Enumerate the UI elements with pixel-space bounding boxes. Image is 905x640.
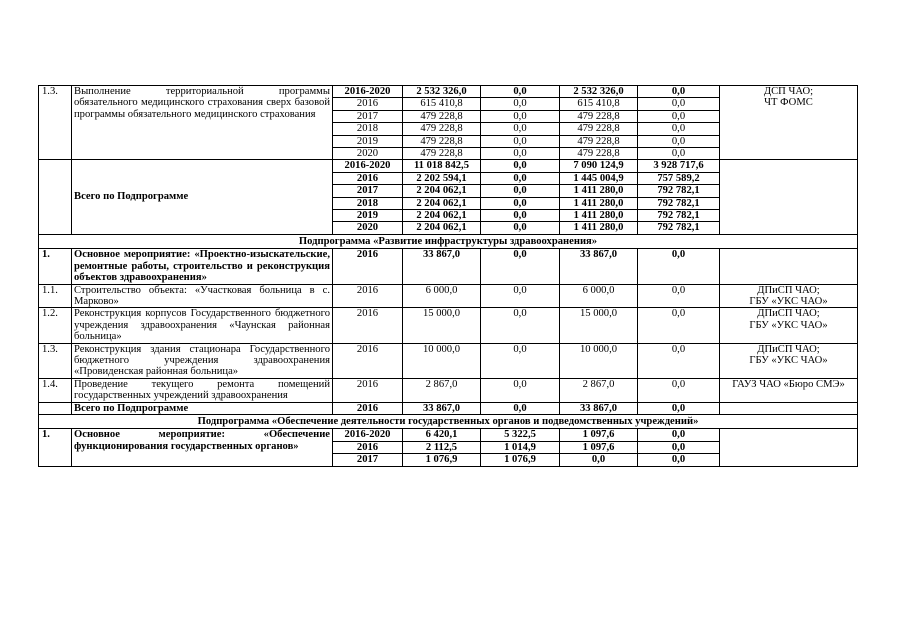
- table-row: [39, 414, 858, 428]
- year-cell: 2016: [333, 308, 403, 343]
- item-number: 1.3.: [39, 343, 72, 378]
- item-number: 1.1.: [39, 284, 72, 308]
- item-name: Проведение текущего ремонта помещений государственных учреждений здравоохранения: [72, 378, 333, 402]
- federal-cell: 0,0: [481, 222, 560, 234]
- other-cell: 792 782,1: [638, 185, 720, 197]
- year-cell: 2017: [333, 185, 403, 197]
- regional-cell: 1 411 280,0: [560, 210, 638, 222]
- other-cell: 0,0: [638, 308, 720, 343]
- total-cell: 10 000,0: [403, 343, 481, 378]
- table-row: [39, 378, 858, 402]
- table-row: [39, 402, 858, 414]
- responsible-cell: ГАУЗ ЧАО «Бюро СМЭ»: [720, 378, 858, 402]
- federal-cell: 0,0: [481, 402, 560, 414]
- other-cell: 0,0: [638, 429, 720, 441]
- table-row: [39, 249, 858, 284]
- total-cell: 2 204 062,1: [403, 197, 481, 209]
- year-cell: 2019: [333, 210, 403, 222]
- year-cell: 2016-2020: [333, 429, 403, 441]
- year-cell: 2016: [333, 441, 403, 453]
- total-cell: 2 867,0: [403, 378, 481, 402]
- program-table: [38, 85, 858, 467]
- other-cell: 0,0: [638, 123, 720, 135]
- item-name: Реконструкция здания стационара Государственного бюджетного учреждения здравоохранения «Провиденская районная больница»: [72, 343, 333, 378]
- federal-cell: 0,0: [481, 148, 560, 160]
- federal-cell: 0,0: [481, 197, 560, 209]
- regional-cell: 2 532 326,0: [560, 86, 638, 98]
- item-name: Реконструкция корпусов Государственного бюджетного учреждения здравоохранения «Чаунская районная больница»: [72, 308, 333, 343]
- regional-cell: 6 000,0: [560, 284, 638, 308]
- year-cell: 2016: [333, 249, 403, 284]
- other-cell: 0,0: [638, 249, 720, 284]
- regional-cell: 479 228,8: [560, 148, 638, 160]
- table-row: [39, 343, 858, 378]
- federal-cell: 0,0: [481, 160, 560, 172]
- other-cell: 0,0: [638, 148, 720, 160]
- table-row: [39, 234, 858, 248]
- federal-cell: 0,0: [481, 110, 560, 122]
- federal-cell: 1 014,9: [481, 441, 560, 453]
- year-cell: 2020: [333, 222, 403, 234]
- other-cell: 0,0: [638, 135, 720, 147]
- other-cell: 0,0: [638, 441, 720, 453]
- other-cell: 0,0: [638, 343, 720, 378]
- total-cell: 6 000,0: [403, 284, 481, 308]
- regional-cell: 7 090 124,9: [560, 160, 638, 172]
- other-cell: 792 782,1: [638, 197, 720, 209]
- responsible-cell: ДСП ЧАО; ЧТ ФОМС: [720, 86, 858, 160]
- empty-cell: [720, 160, 858, 234]
- table-row: [39, 86, 858, 98]
- item-name: Выполнение территориальной программы обязательного медицинского страхования сверх базовой программы обязательного медицинского страхования: [72, 86, 333, 160]
- item-number: 1.3.: [39, 86, 72, 160]
- item-name: Основное мероприятие: «Проектно-изыскательские, ремонтные работы, строительство и реконструкция объектов здравоохранения»: [72, 249, 333, 284]
- other-cell: 757 589,2: [638, 172, 720, 184]
- regional-cell: 1 097,6: [560, 429, 638, 441]
- empty-cell: [720, 402, 858, 414]
- other-cell: 0,0: [638, 110, 720, 122]
- federal-cell: 0,0: [481, 210, 560, 222]
- total-cell: 33 867,0: [403, 249, 481, 284]
- federal-cell: 0,0: [481, 185, 560, 197]
- total-cell: 2 204 062,1: [403, 210, 481, 222]
- federal-cell: 0,0: [481, 284, 560, 308]
- total-cell: 1 076,9: [403, 454, 481, 466]
- other-cell: 792 782,1: [638, 222, 720, 234]
- total-cell: 33 867,0: [403, 402, 481, 414]
- year-cell: 2018: [333, 197, 403, 209]
- regional-cell: 10 000,0: [560, 343, 638, 378]
- regional-cell: 33 867,0: [560, 402, 638, 414]
- year-cell: 2016: [333, 343, 403, 378]
- subprogram-title: Подпрограмма «Обеспечение деятельности государственных органов и подведомственных учреждений»: [39, 414, 858, 428]
- other-cell: 0,0: [638, 284, 720, 308]
- year-cell: 2016: [333, 378, 403, 402]
- other-cell: 0,0: [638, 98, 720, 110]
- item-number: 1.2.: [39, 308, 72, 343]
- year-cell: 2016-2020: [333, 86, 403, 98]
- federal-cell: 0,0: [481, 343, 560, 378]
- table-body: [39, 86, 858, 467]
- federal-cell: 0,0: [481, 135, 560, 147]
- total-cell: 2 112,5: [403, 441, 481, 453]
- total-cell: 2 204 062,1: [403, 222, 481, 234]
- table-row: [39, 160, 858, 172]
- table-row: [39, 429, 858, 441]
- total-cell: 11 018 842,5: [403, 160, 481, 172]
- regional-cell: 15 000,0: [560, 308, 638, 343]
- year-cell: 2016-2020: [333, 160, 403, 172]
- regional-cell: 479 228,8: [560, 135, 638, 147]
- total-cell: 2 204 062,1: [403, 185, 481, 197]
- federal-cell: 0,0: [481, 123, 560, 135]
- regional-cell: 1 411 280,0: [560, 185, 638, 197]
- item-name: Основное мероприятие: «Обеспечение функционирования государственных органов»: [72, 429, 333, 466]
- year-cell: 2018: [333, 123, 403, 135]
- item-number: 1.: [39, 249, 72, 284]
- empty-cell: [39, 160, 72, 234]
- other-cell: 3 928 717,6: [638, 160, 720, 172]
- subprogram-total-label: Всего по Подпрограмме: [72, 160, 333, 234]
- other-cell: 0,0: [638, 454, 720, 466]
- responsible-cell: ДПиСП ЧАО; ГБУ «УКС ЧАО»: [720, 284, 858, 308]
- regional-cell: 1 411 280,0: [560, 222, 638, 234]
- total-cell: 479 228,8: [403, 110, 481, 122]
- table-row: [39, 284, 858, 308]
- other-cell: 0,0: [638, 378, 720, 402]
- total-cell: 2 532 326,0: [403, 86, 481, 98]
- year-cell: 2016: [333, 402, 403, 414]
- federal-cell: 0,0: [481, 249, 560, 284]
- responsible-cell: ДПиСП ЧАО; ГБУ «УКС ЧАО»: [720, 343, 858, 378]
- empty-cell: [720, 429, 858, 466]
- federal-cell: 0,0: [481, 98, 560, 110]
- total-cell: 479 228,8: [403, 123, 481, 135]
- federal-cell: 0,0: [481, 378, 560, 402]
- empty-cell: [39, 402, 72, 414]
- year-cell: 2016: [333, 98, 403, 110]
- total-cell: 2 202 594,1: [403, 172, 481, 184]
- other-cell: 792 782,1: [638, 210, 720, 222]
- year-cell: 2019: [333, 135, 403, 147]
- regional-cell: 479 228,8: [560, 123, 638, 135]
- federal-cell: 5 322,5: [481, 429, 560, 441]
- total-cell: 615 410,8: [403, 98, 481, 110]
- federal-cell: 0,0: [481, 172, 560, 184]
- total-cell: 6 420,1: [403, 429, 481, 441]
- total-cell: 15 000,0: [403, 308, 481, 343]
- total-cell: 479 228,8: [403, 148, 481, 160]
- federal-cell: 0,0: [481, 86, 560, 98]
- subprogram-total-label: Всего по Подпрограмме: [72, 402, 333, 414]
- regional-cell: 615 410,8: [560, 98, 638, 110]
- federal-cell: 0,0: [481, 308, 560, 343]
- regional-cell: 1 097,6: [560, 441, 638, 453]
- year-cell: 2016: [333, 172, 403, 184]
- item-number: 1.4.: [39, 378, 72, 402]
- regional-cell: 33 867,0: [560, 249, 638, 284]
- regional-cell: 1 411 280,0: [560, 197, 638, 209]
- other-cell: 0,0: [638, 402, 720, 414]
- empty-cell: [720, 249, 858, 284]
- regional-cell: 1 445 004,9: [560, 172, 638, 184]
- item-number: 1.: [39, 429, 72, 466]
- total-cell: 479 228,8: [403, 135, 481, 147]
- year-cell: 2016: [333, 284, 403, 308]
- year-cell: 2017: [333, 110, 403, 122]
- item-name: Строительство объекта: «Участковая больница в с. Марково»: [72, 284, 333, 308]
- year-cell: 2017: [333, 454, 403, 466]
- other-cell: 0,0: [638, 86, 720, 98]
- responsible-cell: ДПиСП ЧАО; ГБУ «УКС ЧАО»: [720, 308, 858, 343]
- table-row: [39, 308, 858, 343]
- federal-cell: 1 076,9: [481, 454, 560, 466]
- regional-cell: 0,0: [560, 454, 638, 466]
- regional-cell: 479 228,8: [560, 110, 638, 122]
- subprogram-title: Подпрограмма «Развитие инфраструктуры здравоохранения»: [39, 234, 858, 248]
- regional-cell: 2 867,0: [560, 378, 638, 402]
- year-cell: 2020: [333, 148, 403, 160]
